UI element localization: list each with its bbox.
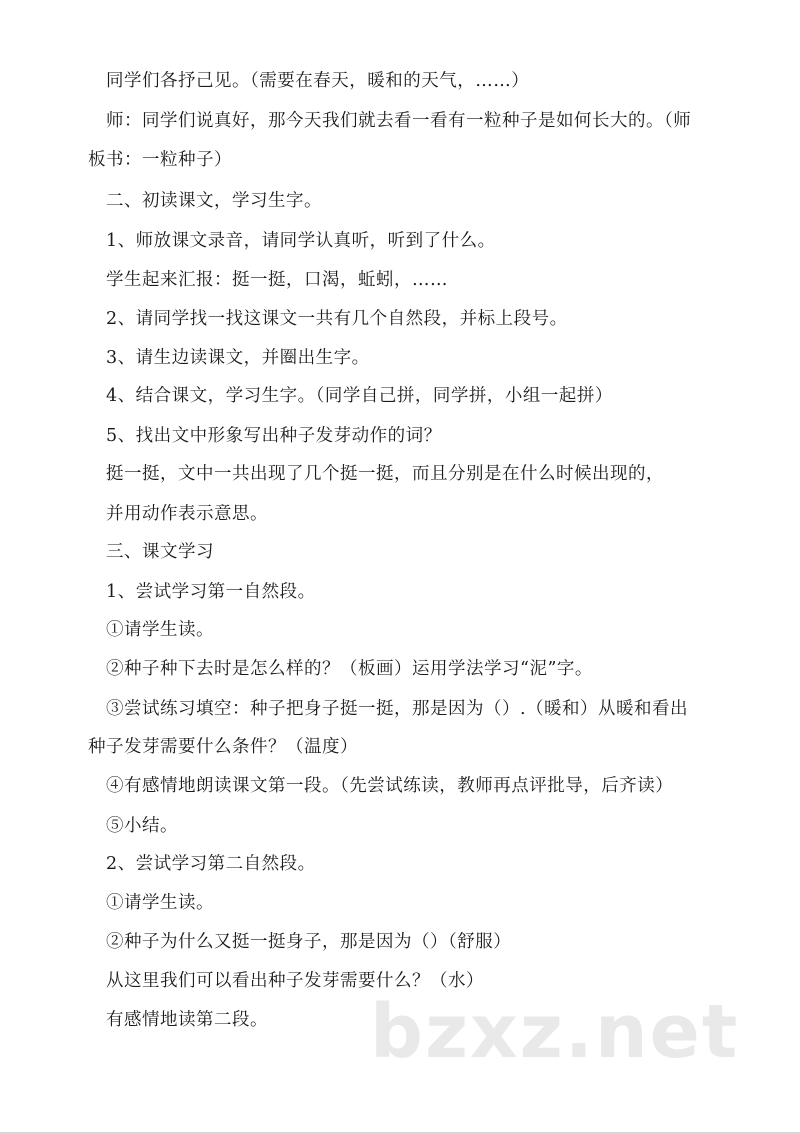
text-line: 1、师放课文录音，请同学认真听，听到了什么。 (106, 231, 496, 251)
text-line: 从这里我们可以看出种子发芽需要什么？（水） (106, 971, 484, 991)
text-line: 挺一挺，文中一共出现了几个挺一挺，而且分别是在什么时候出现的， (106, 464, 664, 484)
text-line: 有感情地读第二段。 (106, 1010, 268, 1030)
section-heading: 三、课文学习 (106, 542, 214, 562)
text-line: 2、请同学找一找这课文一共有几个自然段，并标上段号。 (106, 309, 568, 329)
text-line: ①请学生读。 (106, 620, 214, 640)
text-line: 5、找出文中形象写出种子发芽动作的词？ (106, 426, 442, 446)
text-line: 同学们各抒己见。（需要在春天，暖和的天气，……） (106, 71, 530, 91)
text-line: ①请学生读。 (106, 893, 214, 913)
section-heading: 二、初读课文，学习生字。 (106, 191, 322, 211)
text-line: 4、结合课文，学习生字。（同学自己拼，同学拼，小组一起拼） (106, 386, 613, 406)
text-line: ②种子种下去时是怎么样的？（板画）运用学法学习“泥”字。 (106, 659, 593, 679)
text-line: ③尝试练习填空：种子把身子挺一挺，那是因为（）.（暖和）从暖和看出 (106, 699, 689, 719)
text-line: 2、尝试学习第二自然段。 (106, 854, 316, 874)
text-line: 3、请生边读课文，并圈出生字。 (106, 348, 370, 368)
text-line: 师：同学们说真好，那今天我们就去看一看有一粒种子是如何长大的。（师 (106, 111, 692, 131)
text-line: 板书：一粒种子） (88, 150, 232, 170)
text-line: 1、尝试学习第一自然段。 (106, 582, 316, 602)
text-line: ②种子为什么又挺一挺身子，那是因为（）（舒服） (106, 932, 512, 952)
watermark-logo: bzxz.net (370, 989, 740, 1075)
text-line: 种子发芽需要什么条件？（温度） (88, 737, 358, 757)
text-line: 学生起来汇报：挺一挺，口渴，蚯蚓，…… (106, 270, 448, 290)
text-line: ④有感情地朗读课文第一段。（先尝试练读，教师再点评批导，后齐读） (106, 776, 674, 796)
text-line: 并用动作表示意思。 (106, 504, 268, 524)
text-line: ⑤小结。 (106, 816, 178, 836)
